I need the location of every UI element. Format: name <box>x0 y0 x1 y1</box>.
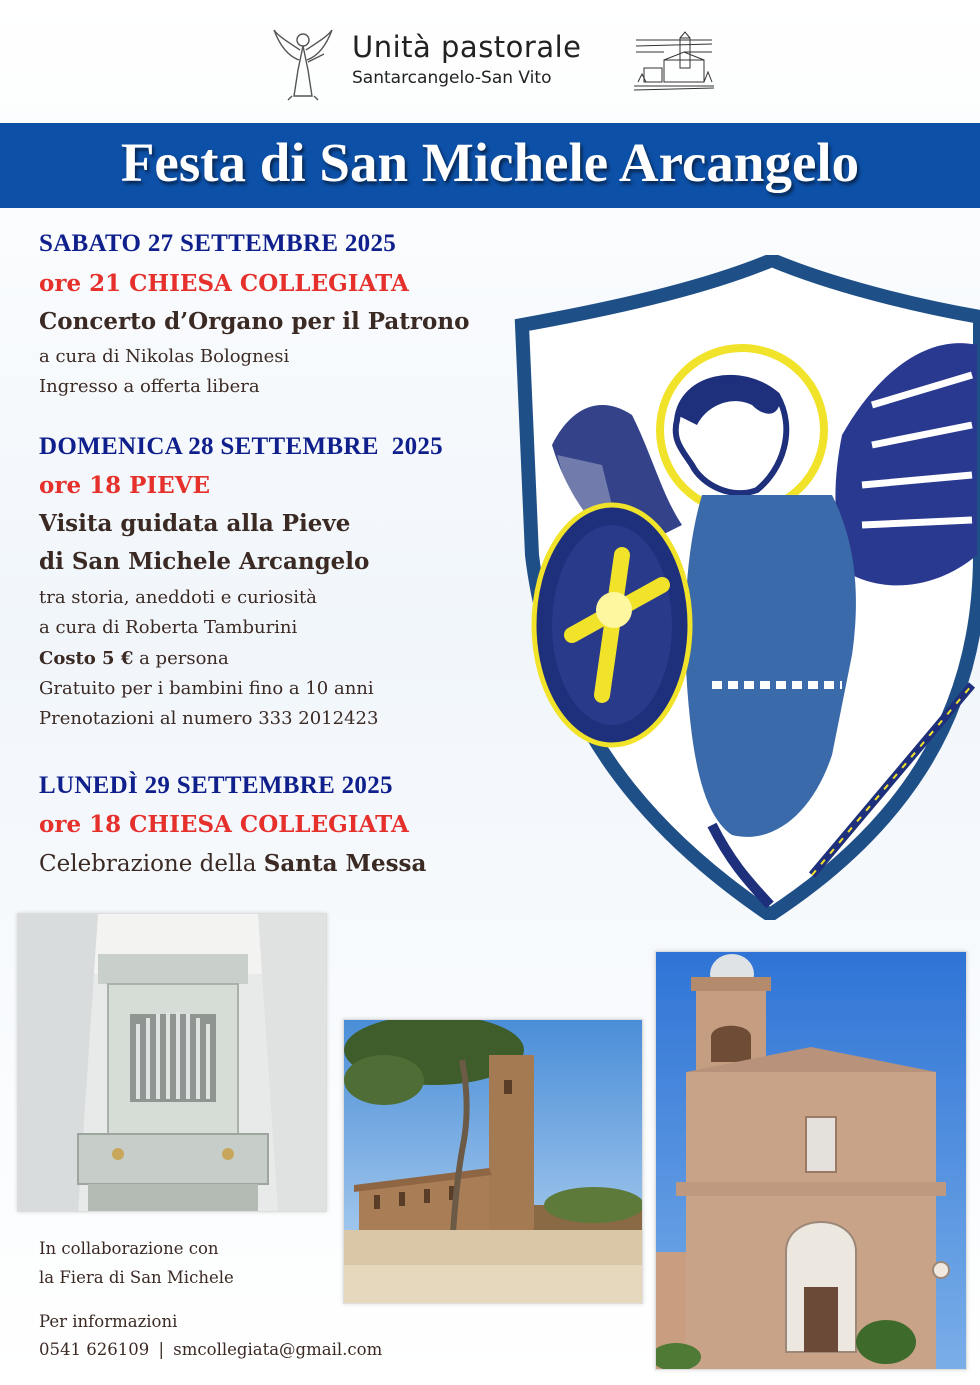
saint-michael-emblem-icon <box>512 255 980 920</box>
event-3-title <box>39 850 426 877</box>
collaboration-line-1: In collaborazione con <box>39 1239 219 1258</box>
info-label: Per informazioni <box>39 1312 178 1331</box>
main-title: Festa di San Michele Arcangelo <box>120 132 860 193</box>
event-1-detail: a cura di Nikolas Bolognesi <box>39 346 290 367</box>
separator: | <box>158 1340 165 1359</box>
event-3-time-place: ore 18 CHIESA COLLEGIATA <box>39 811 409 838</box>
event-2-booking: Prenotazioni al numero 333 2012423 <box>39 708 379 729</box>
header-title: Unità pastorale <box>352 30 582 64</box>
event-2-detail: Gratuito per i bambini fino a 10 anni <box>39 678 374 699</box>
event-3-title-plain: Celebrazione della <box>39 851 264 877</box>
event-2-cost-amount: Costo 5 € <box>39 648 134 669</box>
event-1-detail: Ingresso a offerta libera <box>39 376 260 397</box>
event-1-day: SABATO 27 SETTEMBRE 2025 <box>39 230 397 257</box>
event-2-detail: tra storia, aneddoti e curiosità <box>39 587 317 608</box>
angel-logo-icon <box>270 26 336 102</box>
event-2-cost-unit: a persona <box>133 648 229 669</box>
event-1-title: Concerto d’Organo per il Patrono <box>39 308 470 335</box>
event-2-title: di San Michele Arcangelo <box>39 548 370 575</box>
event-1-time-place: ore 21 CHIESA COLLEGIATA <box>39 270 409 297</box>
collegiata-photo <box>655 951 967 1370</box>
phone-number[interactable]: 0541 626109 <box>39 1340 150 1359</box>
header-subtitle: Santarcangelo-San Vito <box>352 68 552 88</box>
pieve-photo <box>343 1019 643 1304</box>
event-2-day: DOMENICA 28 SETTEMBRE 2025 <box>39 433 443 460</box>
church-sketch-icon <box>634 30 714 92</box>
email-link[interactable]: smcollegiata@gmail.com <box>173 1340 383 1359</box>
contact-line <box>39 1340 382 1359</box>
collaboration-line-2: la Fiera di San Michele <box>39 1268 234 1287</box>
event-2-cost <box>39 648 229 669</box>
event-3-title-bold: Santa Messa <box>263 850 427 877</box>
event-2-title: Visita guidata alla Pieve <box>39 510 351 537</box>
event-2-detail: a cura di Roberta Tamburini <box>39 617 298 638</box>
organ-photo <box>17 913 327 1212</box>
event-3-day: LUNEDÌ 29 SETTEMBRE 2025 <box>39 772 393 799</box>
event-2-time-place: ore 18 PIEVE <box>39 472 211 499</box>
